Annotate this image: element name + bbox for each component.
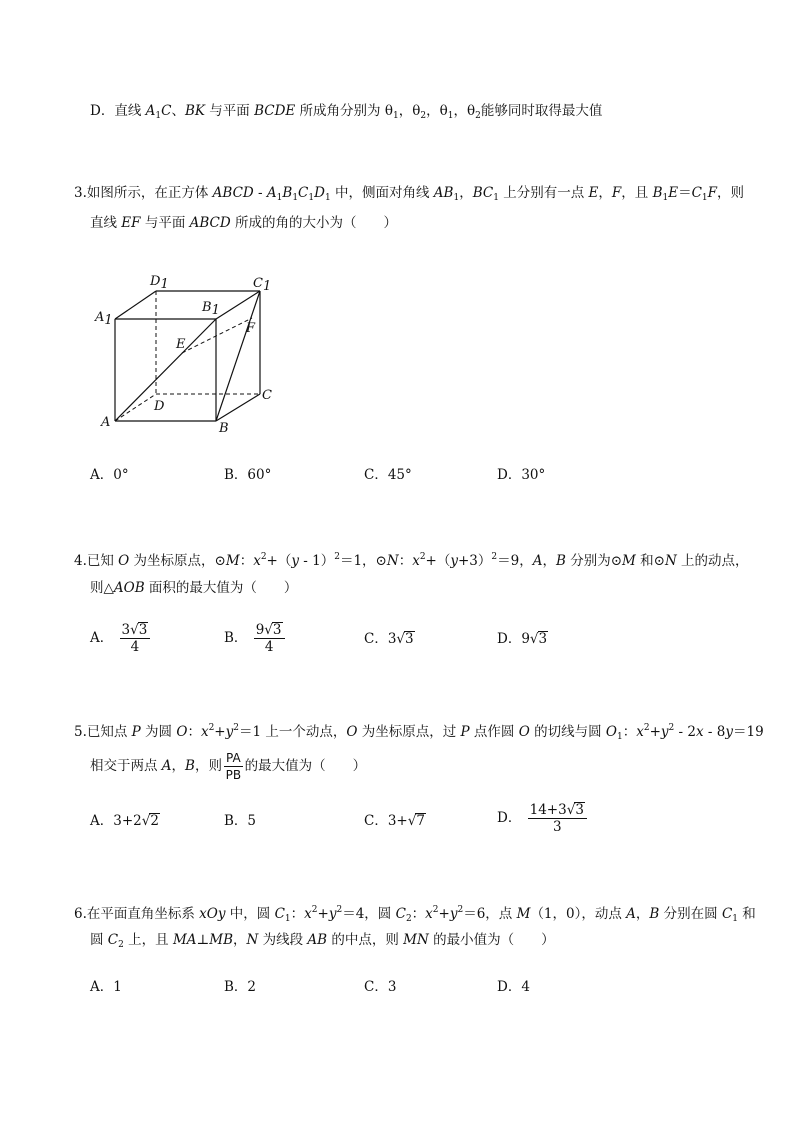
q4-line1: 4.已知 O 为坐标原点，⊙M：$x^2+(y - 1)^2=1$，⊙N：$x^2+(y+3)^2=9$，A，B 分别为⊙M 和⊙N 上的动点， xyxy=(74,552,749,569)
q5-option-c-label: C． xyxy=(364,813,388,829)
q5-option-a[interactable] xyxy=(90,811,160,831)
q5-option-b-label: B． xyxy=(224,813,248,829)
q6-option-d-label: D． xyxy=(497,979,522,995)
q4-option-c-label: C． xyxy=(364,631,388,647)
cube-figure xyxy=(90,268,290,438)
q5-line1: 5.已知点 P 为圆 O：$x^2+y^2=1$ 上一个动点，O 为坐标原点，过 P 点作圆 O 的切线与圆 $O_1$：$x^2+y^2 - 2x - 8y=19$ xyxy=(74,723,764,742)
q4-option-b-value: $\frac{9√3}{4}$ xyxy=(254,622,285,655)
q5-option-b[interactable] xyxy=(224,811,256,831)
q3-option-c[interactable] xyxy=(364,465,412,485)
q5-option-d-label: D． xyxy=(497,810,522,826)
label-A: A xyxy=(101,415,111,430)
label-B1: B1 xyxy=(202,300,220,318)
q4-option-d-label: D． xyxy=(497,631,522,647)
q4-option-b[interactable] xyxy=(224,622,287,655)
q3-line2: 直线 EF 与平面 ABCD 所成的角的大小为（ ） xyxy=(90,215,397,231)
q4-option-d-value: 9√3 xyxy=(521,631,548,647)
q4-option-a[interactable] xyxy=(90,622,152,655)
q3-option-b[interactable] xyxy=(224,465,271,485)
q5-option-c[interactable] xyxy=(364,811,426,831)
q4-option-b-label: B． xyxy=(224,630,248,646)
q3-line1: 3.如图所示，在正方体 ABCD - $A_1B_1C_1D_1$ 中，侧面对角线 $AB_1$，$BC_1$ 上分别有一点 E，F，且 $B_1E=C_1F$，则 xyxy=(74,185,745,203)
q6-option-d-value: 4 xyxy=(521,979,530,995)
q6-option-b-value: 2 xyxy=(247,979,257,995)
q4-option-c-value: 3√3 xyxy=(387,631,414,647)
q6-option-c[interactable] xyxy=(364,977,396,997)
label-B: B xyxy=(219,421,229,436)
q5-option-a-label: A． xyxy=(90,813,114,829)
q5-option-d-value: $\frac{14+3√3}{3}$ xyxy=(528,802,587,835)
q6-option-a[interactable] xyxy=(90,977,122,997)
q5-option-b-value: 5 xyxy=(247,813,257,829)
q3-option-d-value: 30° xyxy=(521,467,546,483)
q3-option-a-value: 0° xyxy=(113,467,129,483)
q6-option-b[interactable] xyxy=(224,977,256,997)
label-A1: A1 xyxy=(95,310,113,328)
q3-option-d-label: D． xyxy=(497,467,522,483)
q5-option-d[interactable] xyxy=(497,802,589,835)
q6-option-b-label: B． xyxy=(224,979,248,995)
q5-option-a-value: 3+2√2 xyxy=(113,813,159,829)
q3-option-c-value: 45° xyxy=(387,467,412,483)
label-D1: D1 xyxy=(150,274,169,292)
q6-option-c-label: C． xyxy=(364,979,388,995)
q5-line2: 相交于两点 A，B，则 $\frac{PA}{PB}$ 的最大值为（ ） xyxy=(90,751,367,782)
q4-option-d[interactable] xyxy=(497,629,548,649)
q6-option-a-value: 1 xyxy=(113,979,122,995)
q3-option-b-value: 60° xyxy=(247,467,272,483)
label-D: D xyxy=(154,399,165,414)
q3-option-b-label: B． xyxy=(224,467,248,483)
q6-line2: 圆 $C_2$ 上，且 MA⊥MB，N 为线段 AB 的中点，则 MN 的最小值为（ ） xyxy=(90,932,555,950)
q2-option-d: D．直线 $A_1C$、BK 与平面 BCDE 所成角分别为 $\theta_1$，$\theta_2$，$\theta_1$，$\theta_2$能够同时取得最大值 xyxy=(90,103,603,121)
label-C: C xyxy=(262,388,272,403)
q3-option-c-label: C． xyxy=(364,467,388,483)
label-C1: C1 xyxy=(253,276,272,294)
q3-option-a-label: A． xyxy=(90,467,114,483)
q3-option-d[interactable] xyxy=(497,465,545,485)
q6-line1: 6.在平面直角坐标系 xOy 中，圆 $C_1$：$x^2+y^2=4$，圆 $C_2$：$x^2+y^2=6$，点 M（1，0），动点 A，B 分别在圆 $C_1$ 和 xyxy=(74,905,756,924)
q3-option-a[interactable] xyxy=(90,465,129,485)
q6-option-d[interactable] xyxy=(497,977,530,997)
q5-option-c-value: 3+√7 xyxy=(387,813,425,829)
q4-option-a-label: A． xyxy=(90,630,114,646)
label-F: F xyxy=(246,321,256,336)
q4-option-a-value: $\frac{3√3}{4}$ xyxy=(120,622,151,655)
q6-option-a-label: A． xyxy=(90,979,114,995)
label-E: E xyxy=(176,337,186,352)
q6-option-c-value: 3 xyxy=(387,979,397,995)
q4-option-c[interactable] xyxy=(364,629,415,649)
q4-line2: 则△AOB 面积的最大值为（ ） xyxy=(90,580,298,596)
